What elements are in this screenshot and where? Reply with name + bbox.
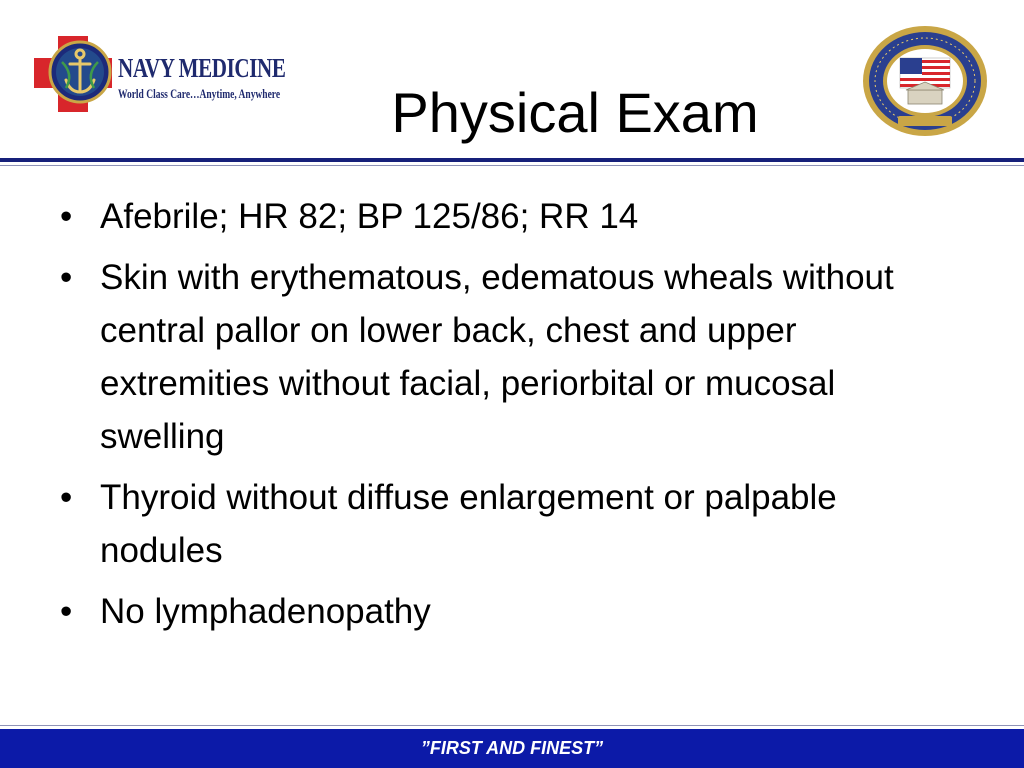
logo-wordmark: NAVY MEDICINE — [118, 53, 286, 83]
naval-medical-center-seal-icon — [860, 24, 990, 139]
bullet-text: No lymphadenopathy — [100, 592, 431, 631]
slide-title: Physical Exam — [391, 81, 759, 144]
bullet-text: Afebrile; HR 82; BP 125/86; RR 14 — [100, 197, 639, 236]
bullet-text: Thyroid without diffuse enlargement or palpable nodules — [100, 478, 837, 570]
bullet-marker: • — [60, 197, 73, 236]
bullet-item — [56, 190, 956, 243]
bullet-list — [56, 190, 956, 646]
footer-motto: ”FIRST AND FINEST” — [420, 738, 604, 758]
footer-rule — [0, 725, 1024, 726]
naval-medical-center-seal — [860, 24, 990, 139]
header-rule-thin — [0, 165, 1024, 166]
footer-band — [0, 729, 1024, 768]
logo-tagline: World Class Care…Anytime, Anywhere — [118, 86, 281, 101]
bullet-marker: • — [60, 258, 73, 297]
navy-medicine-logo-icon — [30, 34, 116, 114]
bullet-item — [56, 585, 956, 638]
bullet-marker: • — [60, 478, 73, 517]
navy-medicine-logo — [30, 34, 292, 114]
bullet-item — [56, 471, 956, 577]
bullet-text: Skin with erythematous, edematous wheals without central pallor on lower back, chest and upper extremities without facial, periorbital or mucosal swelling — [100, 258, 894, 456]
bullet-marker: • — [60, 592, 73, 631]
bullet-item — [56, 251, 956, 463]
header-rule — [0, 158, 1024, 162]
